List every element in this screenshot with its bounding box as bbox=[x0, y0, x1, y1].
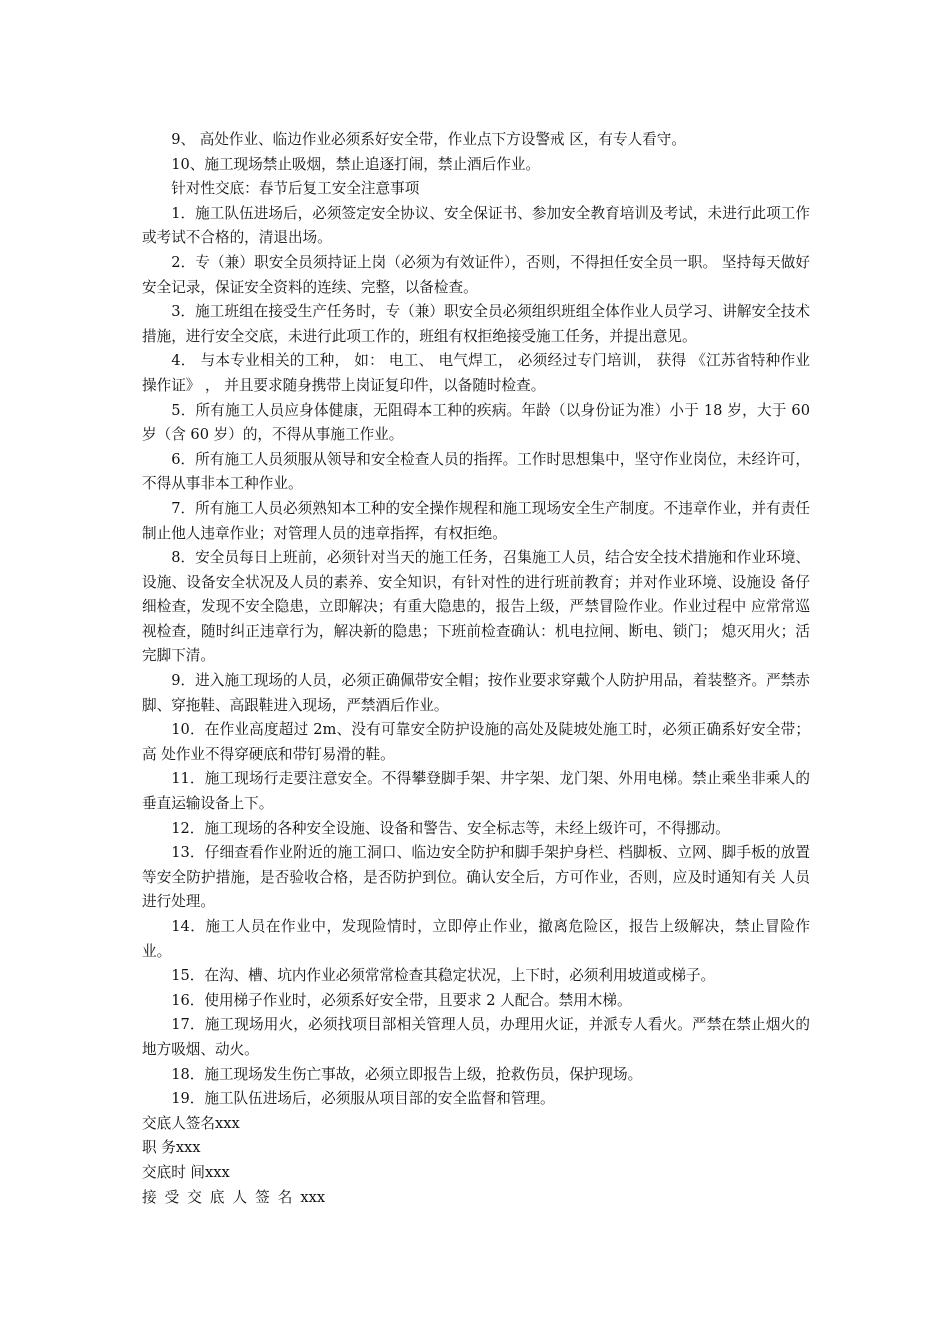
receiver-signature-line bbox=[142, 1186, 810, 1211]
rule-item-2: 2．专（兼）职安全员须持证上岗（必须为有效证件），否则，不得担任安全员一职。 坚持每天做好安全记录，保证安全资料的连续、完整，以备检查。 bbox=[142, 253, 810, 296]
rule-item-5: 5．所有施工人员应身体健康，无阻碍本工种的疾病。年龄（以身份证为准）小于 18 岁，大于 60 岁（含 60 岁）的，不得从事施工作业。 bbox=[142, 401, 810, 444]
presenter-signature-line bbox=[142, 1112, 810, 1137]
rule-item-11: 11．施工现场行走要注意安全。不得攀登脚手架、井字架、龙门架、外用电梯。禁止乘坐非乘人的 垂直运输设备上下。 bbox=[142, 770, 810, 813]
time-value: xxx bbox=[205, 1163, 230, 1181]
rule-item-13: 13．仔细查看作业附近的施工洞口、临边安全防护和脚手架护身栏、档脚板、立网、脚手板的放置 等安全防护措施，是否验收合格，是否防护到位。确认安全后，方可作业，否则，应及时通知有关 人员进行处理。 bbox=[142, 844, 810, 911]
position-line bbox=[142, 1136, 810, 1161]
rule-item-16: 16．使用梯子作业时，必须系好安全带，且要求 2 人配合。禁用木梯。 bbox=[171, 991, 632, 1009]
position-label: 职 务 bbox=[142, 1139, 176, 1157]
section-heading: 针对性交底：春节后复工安全注意事项 bbox=[171, 180, 420, 198]
presenter-signature-value: xxx bbox=[214, 1114, 240, 1132]
rule-item-18: 18．施工现场发生伤亡事故，必须立即报告上级，抢救伤员，保护现场。 bbox=[171, 1065, 643, 1083]
rule-item-3: 3．施工班组在接受生产任务时，专（兼）职安全员必须组织班组全体作业人员学习、讲解安全技术 措施，进行安全交底，未进行此项工作的，班组有权拒绝接受施工任务，并提出意见。 bbox=[142, 303, 810, 345]
rule-item-8: 8．安全员每日上班前，必须针对当天的施工任务，召集施工人员，结合安全技术措施和作业环境、 设施、设备安全状况及人员的素养、安全知识，有针对性的进行班前教育；并对作业环境、设施设 备仔细检查，发现不安全隐患，立即解决；有重大隐患的，报告上级，严禁冒险作业。作业过程中 应常常巡视检查，随时纠正违章行为，解决新的隐患；下班前检查确认：机电拉闸、断电、锁门； 熄灭用火；活完脚下清。 bbox=[142, 549, 810, 665]
general-item-10: 10、施工现场禁止吸烟，禁止追逐打闹，禁止酒后作业。 bbox=[171, 155, 541, 173]
time-line bbox=[142, 1161, 810, 1186]
presenter-signature-label: 交底人签名 bbox=[142, 1114, 215, 1132]
rule-item-14: 14．施工人员在作业中，发现险情时，立即停止作业，撤离危险区，报告上级解决，禁止冒险作业。 bbox=[142, 918, 810, 960]
rule-item-9: 9．进入施工现场的人员，必须正确佩带安全帽；按作业要求穿戴个人防护用品，着装整齐。严禁赤 脚、穿拖鞋、高跟鞋进入现场，严禁酒后作业。 bbox=[142, 672, 810, 714]
rule-item-4: 4． 与本专业相关的工种， 如： 电工、 电气焊工， 必须经过专门培训， 获得 《江苏省特种作业操作证》 ， 并且要求随身携带上岗证复印件，以备随时检查。 bbox=[142, 352, 810, 394]
rule-item-6: 6．所有施工人员须服从领导和安全检查人员的指挥。工作时思想集中，坚守作业岗位，未经许可， 不得从事非本工种作业。 bbox=[142, 450, 810, 493]
time-label: 交底时 间 bbox=[142, 1163, 206, 1181]
rule-item-17: 17．施工现场用火，必须找项目部相关管理人员，办理用火证，并派专人看火。严禁在禁止烟火的 地方吸烟、动火。 bbox=[142, 1016, 810, 1058]
rule-item-12: 12．施工现场的各种安全设施、设备和警告、安全标志等，未经上级许可，不得挪动。 bbox=[171, 819, 730, 837]
position-value: xxx bbox=[175, 1139, 201, 1157]
receiver-signature-label: 接受交底人签名 bbox=[142, 1188, 301, 1206]
rule-item-10: 10．在作业高度超过 2m、没有可靠安全防护设施的高处及陡坡处施工时，必须正确系好安全带；高 处作业不得穿硬底和带钉易滑的鞋。 bbox=[142, 721, 810, 763]
rule-item-7: 7．所有施工人员必须熟知本工种的安全操作规程和施工现场安全生产制度。不违章作业，并有责任 制止他人违章作业；对管理人员的违章指挥，有权拒绝。 bbox=[142, 499, 810, 542]
rule-item-15: 15．在沟、槽、坑内作业必须常常检查其稳定状况，上下时，必须利用坡道或梯子。 bbox=[171, 967, 716, 985]
rule-item-1: 1．施工队伍进场后，必须签定安全协议、安全保证书、参加安全教育培训及考试，未进行此项工作 或考试不合格的，清退出场。 bbox=[142, 204, 810, 247]
receiver-signature-value: xxx bbox=[300, 1188, 326, 1206]
document-body bbox=[142, 128, 810, 1210]
rule-item-19: 19．施工队伍进场后，必须服从项目部的安全监督和管理。 bbox=[171, 1090, 555, 1108]
general-item-9: 9、 高处作业、临边作业必须系好安全带，作业点下方设警戒 区，有专人看守。 bbox=[171, 131, 686, 148]
